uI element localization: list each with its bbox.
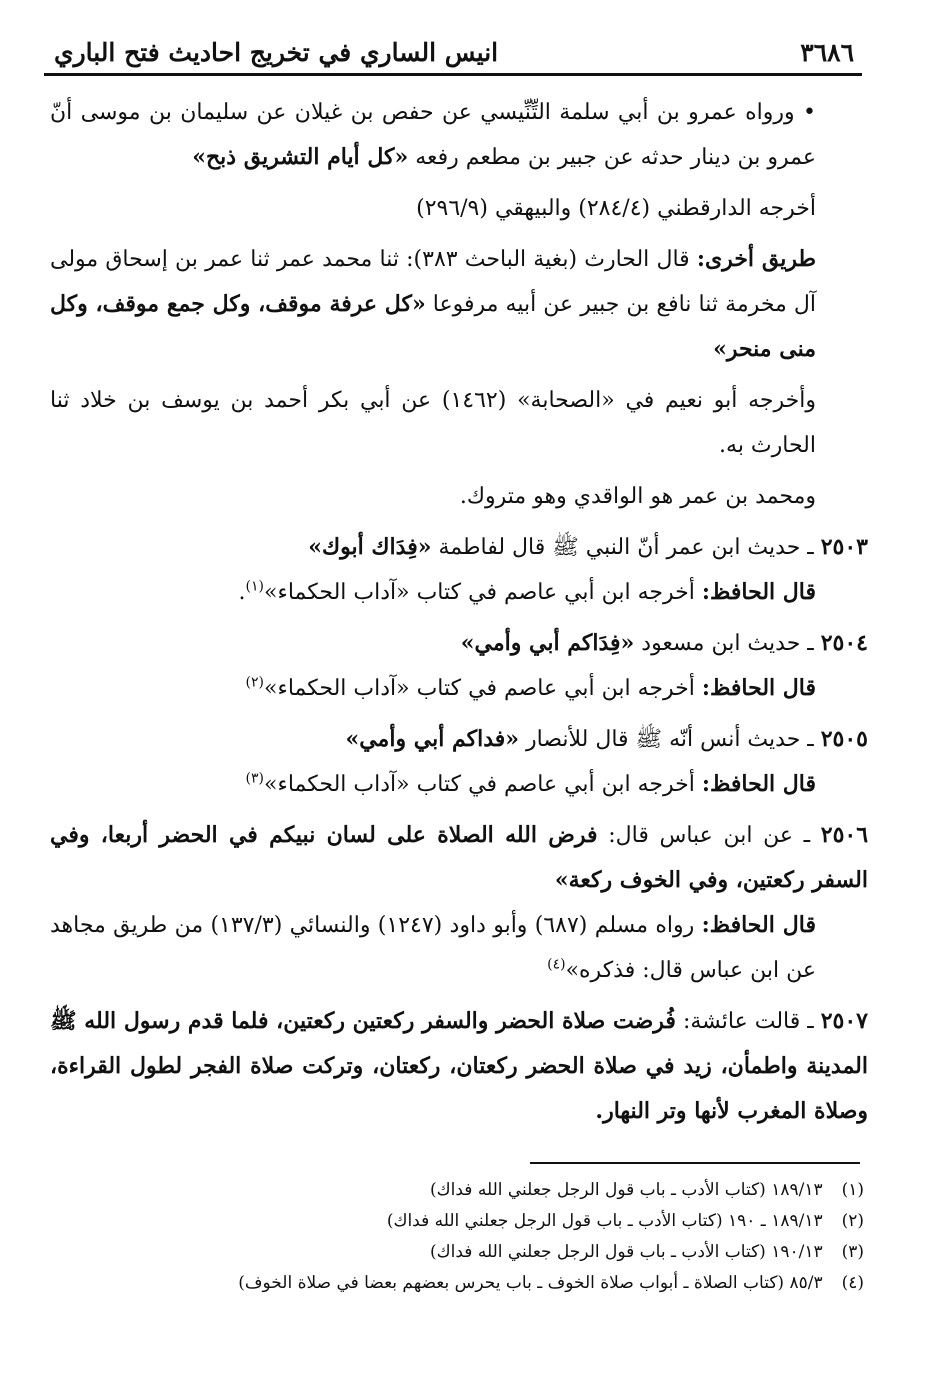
quote: «فداكم أبي وأمي»	[345, 726, 520, 752]
text: رواه مسلم (٦٨٧) وأبو داود (١٢٤٧) والنسائي (١٣٧/٣) من طريق مجاهد عن ابن عباس قال: فذكره»	[50, 913, 816, 983]
main-text	[50, 90, 868, 1134]
quote: «فِدَاكم أبي وأمي»	[460, 630, 635, 656]
text: ومحمد بن عمر هو الواقدي وهو متروك.	[459, 484, 816, 509]
text: أخرجه ابن أبي عاصم في كتاب «آداب الحكماء»	[264, 676, 702, 701]
footnote-ref: (٤)	[547, 956, 566, 973]
footnote-separator	[530, 1162, 860, 1164]
paragraph-tariq-ukhra	[50, 237, 868, 372]
footnote	[160, 1206, 864, 1237]
footnote-text: ١٨٩/١٣ ـ ١٩٠ (كتاب الأدب ـ باب قول الرجل جعلني الله فداك)	[386, 1211, 823, 1231]
quote: فرض الله الصلاة على لسان نبيكم في الحضر أربعا، وفي السفر ركعتين، وفي الخوف ركعة»	[50, 822, 868, 893]
footnote-number: (٤)	[841, 1273, 864, 1293]
footnote-text: ٨٥/٣ (كتاب الصلاة ـ أبواب صلاة الخوف ـ باب يحرس بعضهم بعضا في صلاة الخوف)	[238, 1273, 823, 1293]
hadith-2507	[50, 999, 868, 1134]
lead: قال الحافظ:	[701, 579, 816, 605]
text: ـ عن ابن عباس قال:	[597, 823, 821, 848]
text: ـ حديث ابن مسعود	[634, 631, 821, 656]
quote: «كل أيام التشريق ذبح»	[192, 144, 409, 170]
hafiz-note-2506	[50, 903, 868, 993]
footnote-number: (٢)	[841, 1211, 864, 1231]
lead: طريق أخرى:	[696, 246, 816, 272]
hadith-2505	[50, 717, 868, 762]
paragraph-takhrij	[50, 186, 868, 231]
text: قال الحارث (بغية الباحث ٣٨٣): ثنا محمد عمر ثنا عمر بن إسحاق مولى آل مخرمة ثنا نافع بن جبير عن أبيه مرفوعا	[50, 247, 816, 317]
lead: قال الحافظ:	[701, 912, 816, 938]
text: أخرجه ابن أبي عاصم في كتاب «آداب الحكماء»	[264, 580, 702, 605]
footnote	[160, 1237, 864, 1268]
text: وأخرجه أبو نعيم في «الصحابة» (١٤٦٢) عن أبي بكر أحمد بن يوسف بن خلاد ثنا الحارث به.	[50, 388, 816, 458]
hadith-2506	[50, 813, 868, 903]
footnote-text: ١٩٠/١٣ (كتاب الأدب ـ باب قول الرجل جعلني الله فداك)	[430, 1242, 823, 1262]
footnote-ref: (١)	[245, 578, 265, 595]
text: ـ حديث أنس أنّه ﷺ قال للأنصار	[519, 727, 821, 752]
hadith-number: ٢٥٠٤	[820, 630, 868, 656]
hadith-number: ٢٥٠٥	[820, 726, 868, 752]
lead: قال الحافظ:	[701, 675, 816, 701]
hadith-number: ٢٥٠٣	[820, 534, 868, 560]
page-number: ٣٦٨٦	[800, 38, 854, 67]
footnote-ref: (٣)	[245, 770, 265, 787]
paragraph-abu-nuaym	[50, 378, 868, 468]
book-title: انيس الساري في تخريج احاديث فتح الباري	[54, 38, 499, 67]
lead: قال الحافظ:	[701, 771, 816, 797]
text: • ورواه عمرو بن أبي سلمة التِّنِّيسي عن حفص بن غيلان عن سليمان بن موسى أنّ عمرو بن دينار حدثه عن جبير بن مطعم رفعه	[50, 100, 816, 170]
footnotes	[160, 1175, 864, 1299]
hafiz-note-2505	[50, 762, 868, 807]
hafiz-note-2504	[50, 666, 868, 711]
hadith-number: ٢٥٠٧	[820, 1008, 868, 1034]
paragraph-riwaya	[50, 90, 868, 180]
text: أخرجه ابن أبي عاصم في كتاب «آداب الحكماء»	[264, 772, 702, 797]
hafiz-note-2503: قال الحافظ: أخرجه ابن أبي عاصم في كتاب «آداب الحكماء»$^{(١)}$.	[238, 578, 816, 605]
quote: «كل عرفة موقف، وكل جمع موقف، وكل منى منحر»	[50, 291, 816, 362]
footnote-number: (٣)	[841, 1242, 864, 1262]
text: ـ حديث ابن عمر أنّ النبي ﷺ قال لفاطمة	[431, 535, 821, 560]
paragraph-waqidi	[50, 474, 868, 519]
quote: «فِدَاك أبوك»	[308, 534, 432, 560]
footnote-number: (١)	[841, 1180, 864, 1200]
hadith-2504	[50, 621, 868, 666]
footnote-ref: (٢)	[245, 674, 265, 691]
hadith-number: ٢٥٠٦	[820, 822, 869, 848]
text: ـ قالت عائشة:	[675, 1009, 821, 1034]
footnote-text: ١٨٩/١٣ (كتاب الأدب ـ باب قول الرجل جعلني الله فداك)	[430, 1180, 823, 1200]
running-header	[44, 36, 862, 76]
quote: فُرضت صلاة الحضر والسفر ركعتين ركعتين، فلما قدم رسول الله ﷺ المدينة واطمأن، زيد في صلاة الحضر ركعتان، ركعتان، وتركت صلاة الفجر لطول القراءة، وصلاة المغرب لأنها وتر النهار.	[50, 1008, 868, 1124]
footnote	[160, 1268, 864, 1299]
text: أخرجه الدارقطني (٢٨٤/٤) والبيهقي (٢٩٦/٩)	[416, 196, 816, 221]
header-rule	[44, 73, 862, 76]
footnote	[160, 1175, 864, 1206]
hadith-2503	[50, 525, 868, 570]
